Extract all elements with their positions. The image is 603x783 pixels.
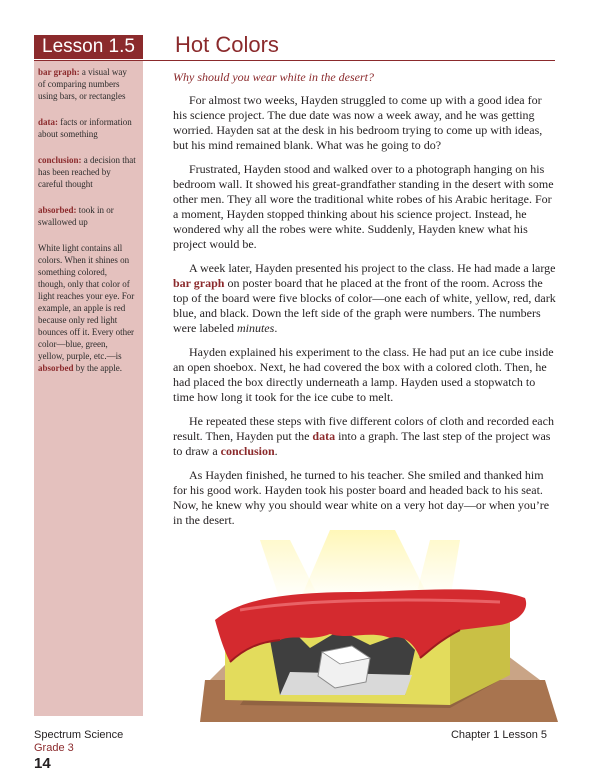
sidebar-note: White light contains all colors. When it shines on something colored, though, only that color of light reaches your eye. For example, an apple is red because only red light bounces off it. Every other color—blue, green, yellow, purple, etc.—is absorbed by the apple. <box>38 243 135 373</box>
paragraph: As Hayden finished, he turned to his teacher. She smiled and thanked him for his good work. Hayden took his poster board and headed back to his seat. Now, he knew why you should wear white on a very hot day—or when you’re in the desert. <box>173 468 550 527</box>
glossary-entry-conclusion <box>38 154 136 190</box>
vocab-term: bar graph <box>173 276 225 290</box>
footer-book-title: Spectrum Science <box>34 729 124 741</box>
glossary-term: data: <box>38 117 58 127</box>
light-rays <box>260 530 460 600</box>
glossary-entry-absorbed <box>38 204 136 228</box>
glossary-definition: took in or swallowed up <box>38 205 114 227</box>
glossary-definition: a visual way of comparing numbers using bars, or rectangles <box>38 67 127 101</box>
footer-grade: Grade 3 <box>34 742 74 754</box>
glossary-term: absorbed: <box>38 205 77 215</box>
paragraph: A week later, Hayden presented his project to the class. He had made a large bar graph on poster board that he placed at the front of the room. Across the top of the board were five blocks of color—one each of white, yellow, red, dark blue, and black. Down the left side of the graph were numbers. The numbers were labeled minutes. <box>173 261 556 335</box>
paragraph: He repeated these steps with five different colors of cloth and recorded each result. Then, Hayden put the data into a graph. The last step of the project was to draw a conclusion. <box>173 414 554 458</box>
italic-word: minutes <box>236 321 275 335</box>
glossary-term: conclusion: <box>38 155 82 165</box>
light-ray <box>300 530 430 600</box>
note-term: absorbed <box>38 363 74 373</box>
vocab-term: data <box>312 429 336 443</box>
footer-chapter: Chapter 1 Lesson 5 <box>450 729 547 741</box>
glossary-definition: a decision that has been reached by careful thought <box>38 155 136 189</box>
glossary-definition: facts or information about something <box>38 117 132 139</box>
glossary-sidebar <box>34 61 143 716</box>
paragraph: Hayden explained his experiment to the class. He had put an ice cube inside an open shoebox. Next, he had covered the box with a colored cloth. Then, he had placed the box directly underneath a lamp. Hayden used a stopwatch to time how long it took for the ice cube to melt. <box>173 345 554 404</box>
main-story <box>173 70 558 537</box>
lesson-question: Why should you wear white in the desert? <box>173 70 374 84</box>
page-title: Hot Colors <box>175 32 279 57</box>
paragraph: Frustrated, Hayden stood and walked over to a photograph hanging on his bedroom wall. It showed his great-grandfather standing in the desert with some other men. They all wore the traditional white robes of his Arabic heritage. For a moment, Hayden stopped thinking about his science project. Instead, he wondered why all the robes were white. Suddenly, Hayden knew what his project would be. <box>173 162 554 251</box>
shoebox-illustration <box>200 530 558 722</box>
paragraph: For almost two weeks, Hayden struggled to come up with a good idea for his science project. The due date was now a week away, and he was getting worried. Hayden sat at the desk in his bedroom trying to come up with ideas, but his mind remained blank. What was he going to do? <box>173 93 543 152</box>
glossary-term: bar graph: <box>38 67 80 77</box>
light-ray <box>260 540 320 600</box>
page-number: 14 <box>34 755 51 772</box>
lesson-label: Lesson 1.5 <box>34 35 143 59</box>
glossary-entry-data <box>38 116 136 140</box>
vocab-term: conclusion <box>220 444 275 458</box>
glossary-entry-bar-graph <box>38 66 136 102</box>
